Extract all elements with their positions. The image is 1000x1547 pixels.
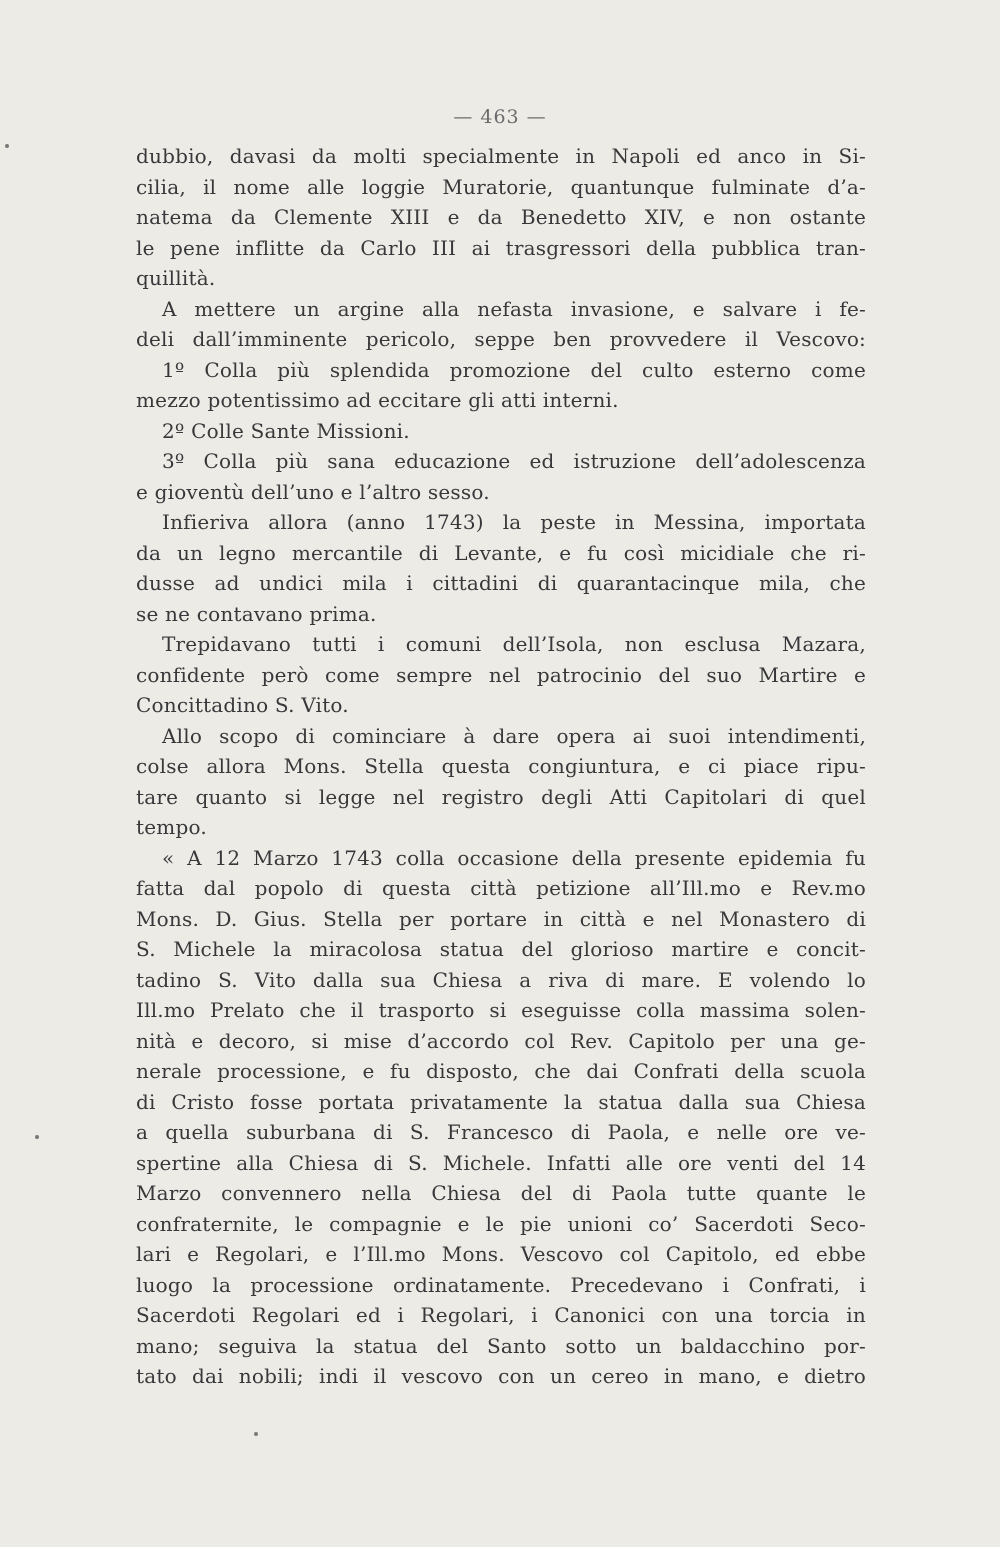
text-line: S. Michele la miracolosa statua del glorioso martire e concit- (136, 937, 866, 961)
text-line: Concittadino S. Vito. (136, 693, 349, 717)
text-line: colse allora Mons. Stella questa congiuntura, e ci piace ripu- (136, 754, 866, 778)
text-line: tempo. (136, 815, 207, 839)
text-line: quillità. (136, 266, 216, 290)
text-line: Mons. D. Gius. Stella per portare in città e nel Monastero di (136, 906, 866, 931)
text-line: confraternite, le compagnie e le pie unioni co’ Sacerdoti Seco- (136, 1211, 866, 1236)
text-line: Marzo convennero nella Chiesa del di Paola tutte quante le (136, 1181, 866, 1205)
text-line: 2º Colle Sante Missioni. (162, 418, 410, 443)
paper-speck (5, 144, 9, 148)
text-line: nità e decoro, si mise d’accordo col Rev. Capitolo per una ge- (136, 1028, 866, 1053)
text-line: da un legno mercantile di Levante, e fu così micidiale che ri- (136, 540, 866, 565)
text-line: nerale processione, e fu disposto, che dai Confrati della scuola (136, 1059, 866, 1083)
text-line: Ill.mo Prelato che il trasporto si eseguisse colla massima solen- (136, 998, 866, 1022)
text-line: deli dall’imminente pericolo, seppe ben provvedere il Vescovo: (136, 327, 866, 351)
text-line: lari e Regolari, e l’Ill.mo Mons. Vescovo col Capitolo, ed ebbe (136, 1242, 866, 1266)
text-line: le pene inflitte da Carlo III ai trasgressori della pubblica tran- (136, 235, 866, 260)
text-line: cilia, il nome alle loggie Muratorie, quantunque fulminate d’a- (136, 174, 866, 199)
text-line: a quella suburbana di S. Francesco di Paola, e nelle ore ve- (136, 1120, 866, 1144)
text-line: se ne contavano prima. (136, 601, 377, 626)
paper-speck (254, 1432, 258, 1436)
text-line: fatta dal popolo di questa città petizione all’Ill.mo e Rev.mo (136, 876, 866, 900)
text-line: natema da Clemente XIII e da Benedetto XIV, e non ostante (136, 205, 866, 229)
text-line: e gioventù dell’uno e l’altro sesso. (136, 479, 490, 504)
page-number: — 463 — (453, 106, 547, 128)
text-line: Sacerdoti Regolari ed i Regolari, i Canonici con una torcia in (136, 1303, 866, 1327)
text-line: dubbio, davasi da molti specialmente in Napoli ed anco in Si- (136, 144, 866, 168)
text-line: tato dai nobili; indi il vescovo con un cereo in mano, e dietro (136, 1364, 866, 1388)
body-text (136, 141, 866, 1392)
paper-speck (35, 1135, 39, 1139)
text-line: A mettere un argine alla nefasta invasione, e salvare i fe- (162, 296, 866, 321)
text-line: mano; seguiva la statua del Santo sotto un baldacchino por- (136, 1333, 866, 1358)
text-line: Trepidavano tutti i comuni dell’Isola, non esclusa Mazara, (162, 632, 866, 656)
text-line: spertine alla Chiesa di S. Michele. Infatti alle ore venti del 14 (136, 1150, 866, 1175)
text-line: Infieriva allora (anno 1743) la peste in Messina, importata (162, 510, 866, 534)
text-line: confidente però come sempre nel patrocinio del suo Martire e (136, 662, 866, 687)
text-line: tadino S. Vito dalla sua Chiesa a riva di mare. E volendo lo (136, 967, 866, 992)
text-line: di Cristo fosse portata privatamente la statua dalla sua Chiesa (136, 1089, 866, 1114)
text-line: Allo scopo di cominciare à dare opera ai suoi intendimenti, (162, 723, 866, 748)
text-line: 1º Colla più splendida promozione del culto esterno come (162, 357, 866, 382)
text-line: tare quanto si legge nel registro degli Atti Capitolari di quel (136, 784, 866, 809)
text-line: « A 12 Marzo 1743 colla occasione della presente epidemia fu (162, 845, 866, 870)
text-line: 3º Colla più sana educazione ed istruzione dell’adolescenza (162, 449, 866, 473)
text-line: dusse ad undici mila i cittadini di quarantacinque mila, che (136, 571, 866, 595)
text-line: luogo la processione ordinatamente. Precedevano i Confrati, i (136, 1272, 866, 1297)
text-line: mezzo potentissimo ad eccitare gli atti interni. (136, 388, 619, 412)
